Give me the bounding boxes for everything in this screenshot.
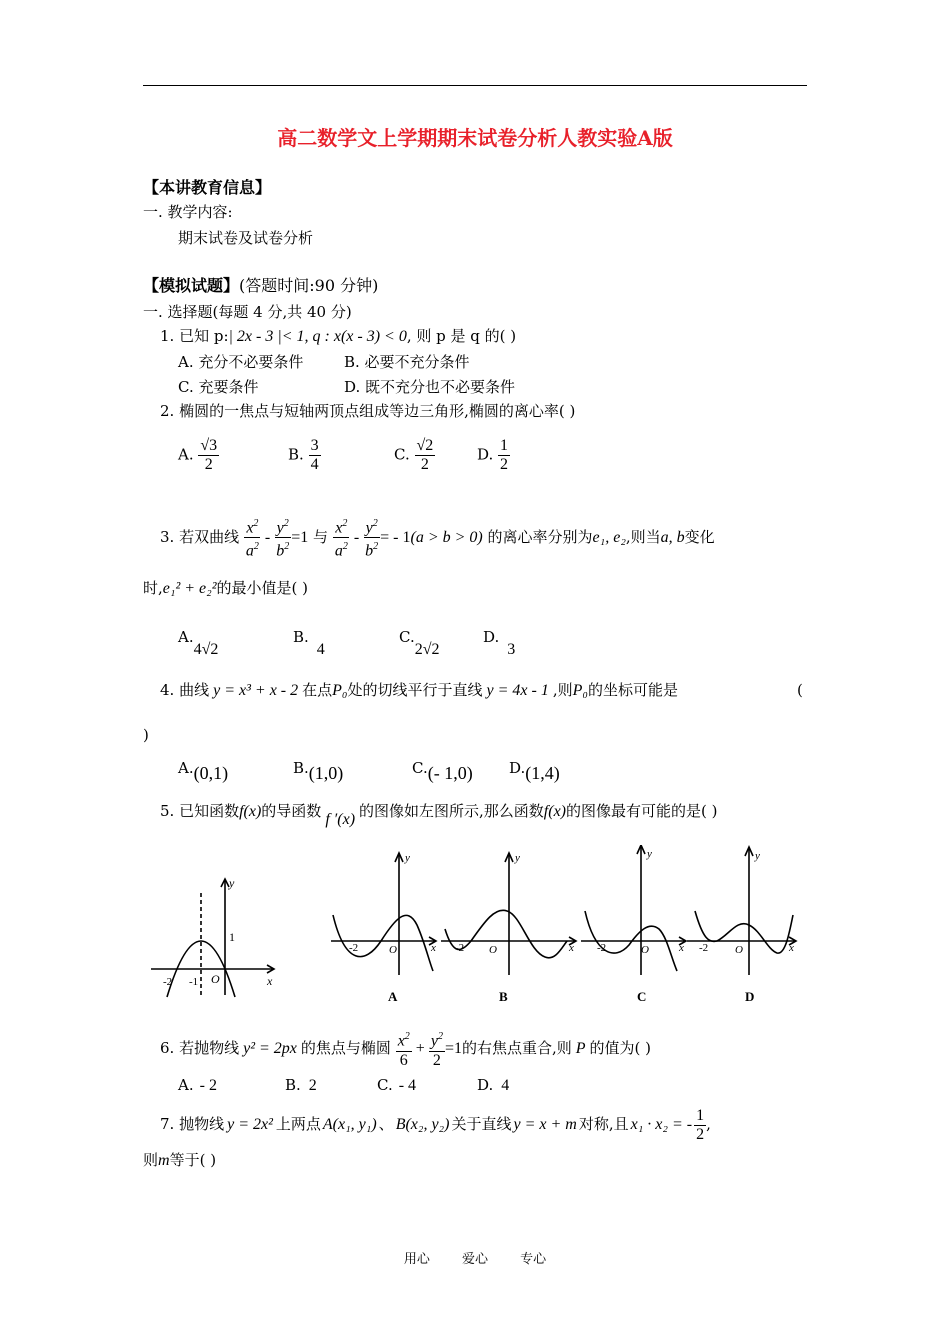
graph-a bbox=[331, 853, 436, 975]
q2-c-label: C. bbox=[394, 445, 410, 464]
q2-b-den: 4 bbox=[310, 456, 319, 473]
q6-ellipse-rhs: =1 bbox=[444, 1040, 462, 1057]
q5-text-c: 的图像如左图所示,那么函数 bbox=[359, 802, 544, 820]
q4-option-c bbox=[412, 757, 473, 783]
graph-d-tick: -2 bbox=[699, 942, 709, 954]
q3-e12: e₁, e₂ bbox=[592, 528, 626, 546]
q4-text-coord: 的坐标可能是 bbox=[587, 681, 678, 699]
q7-sep: 、 bbox=[378, 1115, 394, 1133]
q3-frac2-x2a2: $\frac{x^2}{a^2}$ bbox=[333, 515, 350, 561]
q4-option-d bbox=[509, 757, 560, 783]
q6-option-c bbox=[377, 1076, 416, 1095]
q6-option-a bbox=[178, 1076, 217, 1095]
graph-b-origin: O bbox=[489, 944, 497, 956]
q7-frac-den: 2 bbox=[696, 1125, 705, 1143]
q3-text-min: 的最小值是( ) bbox=[216, 579, 308, 597]
q6-d-label: D. bbox=[477, 1076, 494, 1094]
q3-frac-x2a2: $\frac{x^2}{a^2}$ bbox=[244, 515, 261, 561]
q6-c-label: C. bbox=[377, 1076, 393, 1094]
mock-time: (答题时间:90 分钟) bbox=[239, 276, 379, 295]
graph-a-label: A bbox=[388, 989, 398, 1004]
q5-fx: f(x) bbox=[239, 803, 262, 820]
q6-d-value: 4 bbox=[501, 1077, 510, 1094]
q2-b-label: B. bbox=[288, 445, 304, 464]
deriv-origin: O bbox=[211, 972, 220, 986]
q3-b-value: 4 bbox=[316, 641, 325, 658]
q7-frac-num: 1 bbox=[696, 1106, 705, 1124]
q4-b-label: B. bbox=[293, 759, 309, 777]
question-3-cont bbox=[143, 578, 308, 599]
q3-ab: a, b bbox=[660, 528, 685, 546]
q4-curve: y = x³ + x - 2 bbox=[213, 682, 299, 699]
question-6: 6. 若抛物线 y² = 2px 的焦点与椭圆 $\frac{x^2}{6}$ + $\frac{y^2}{2}$ =1的右焦点重合,则 P 的值为( ) bbox=[160, 1028, 651, 1070]
q2-c-den: 2 bbox=[420, 456, 429, 473]
q2-d-frac bbox=[498, 437, 510, 474]
graph-c-origin: O bbox=[641, 944, 649, 956]
q4-d-value: (1,4) bbox=[525, 763, 560, 783]
graph-b bbox=[441, 853, 576, 975]
document-title: 高二数学文上学期期末试卷分析人教实验A版 bbox=[277, 126, 673, 150]
q3-text-when: ,则当 bbox=[625, 527, 661, 546]
q3-option-d bbox=[483, 628, 516, 658]
q7-eq: 等于( ) bbox=[169, 1151, 217, 1169]
graph-b-y: y bbox=[515, 852, 520, 864]
deriv-y-label: y bbox=[229, 876, 235, 890]
graph-c-tick: -2 bbox=[597, 942, 607, 954]
question-7-cont bbox=[143, 1150, 216, 1171]
page-footer bbox=[0, 1248, 950, 1267]
footer-text-1: 用心 bbox=[403, 1252, 430, 1267]
q3-eq1-rhs: =1 bbox=[291, 528, 309, 546]
q3-condition: (a > b > 0) bbox=[410, 528, 483, 546]
q2-option-b bbox=[288, 437, 321, 474]
q1-text-b: , 则 p 是 q 的( ) bbox=[406, 327, 517, 345]
q4-p0-2: P₀ bbox=[572, 682, 588, 699]
graph-a-tick: -2 bbox=[349, 942, 359, 954]
q5-fpx: f ′(x) bbox=[325, 811, 356, 828]
q3-frac2-y2b2: $\frac{y^2}{b^2}$ bbox=[363, 515, 380, 561]
graph-d-x: x bbox=[789, 942, 794, 954]
q3-option-a bbox=[178, 628, 219, 658]
q4-a-value: (0,1) bbox=[193, 763, 229, 783]
q3-frac-y2b2: $\frac{y^2}{b^2}$ bbox=[274, 515, 291, 561]
q6-option-d bbox=[477, 1076, 509, 1095]
graph-c-label: C bbox=[637, 989, 647, 1004]
deriv-tick-neg1: -1 bbox=[189, 976, 199, 988]
graph-d-origin: O bbox=[735, 944, 743, 956]
q7-line: y = x + m bbox=[513, 1116, 577, 1133]
deriv-tick-neg2: -2 bbox=[163, 976, 173, 988]
graph-d-label: D bbox=[745, 989, 755, 1004]
q3-b-label: B. bbox=[293, 628, 309, 646]
q3-lead: 3. 若双曲线 bbox=[160, 527, 240, 546]
q3-c-label: C. bbox=[399, 628, 415, 646]
q7-point-b: B(x₂, y₂) bbox=[395, 1116, 450, 1133]
question-1 bbox=[160, 326, 516, 347]
q4-text-at: 在点 bbox=[302, 681, 333, 699]
q6-lead: 6. 若抛物线 bbox=[160, 1039, 240, 1057]
graph-a-y: y bbox=[405, 852, 410, 864]
q3-d-label: D. bbox=[483, 628, 500, 646]
q1-option-c: C. 充要条件 bbox=[178, 378, 259, 396]
graph-c-y: y bbox=[647, 848, 652, 860]
q4-a-label: A. bbox=[178, 759, 194, 777]
q2-a-den: 2 bbox=[204, 456, 213, 473]
q4-c-value: (- 1,0) bbox=[427, 763, 473, 783]
mock-heading-line bbox=[143, 276, 378, 296]
question-5 bbox=[160, 801, 718, 828]
deriv-x-label: x bbox=[267, 974, 273, 988]
graph-b-label: B bbox=[499, 989, 508, 1004]
q3-option-b bbox=[293, 628, 325, 658]
q3-text-ecc: 的离心率分别为 bbox=[487, 527, 593, 546]
q6-option-b bbox=[285, 1076, 317, 1095]
footer-text-2: 爱心 bbox=[461, 1252, 488, 1267]
q1-text-a: 1. 已知 p: bbox=[160, 327, 229, 345]
q1-option-a: A. 充分不必要条件 bbox=[178, 353, 304, 371]
q6-text-focus: 的焦点与椭圆 bbox=[300, 1039, 391, 1057]
graph-a-x: x bbox=[431, 942, 436, 954]
header-rule bbox=[143, 85, 807, 86]
q2-a-num: √3 bbox=[200, 437, 218, 454]
q5-text-b: 的导函数 bbox=[261, 802, 322, 820]
q6-a-value: - 2 bbox=[199, 1077, 217, 1094]
q6-parabola: y² = 2px bbox=[243, 1040, 297, 1057]
q3-text-shi: 时, bbox=[143, 579, 163, 597]
q5-text-a: 5. 已知函数 bbox=[160, 802, 240, 820]
info-heading: 【本讲教育信息】 bbox=[143, 178, 272, 197]
q7-frac bbox=[694, 1107, 706, 1144]
q3-text-yu: 与 bbox=[313, 527, 329, 546]
graph-d-y: y bbox=[755, 850, 760, 862]
q4-b-value: (1,0) bbox=[308, 763, 344, 783]
question-7 bbox=[160, 1104, 711, 1145]
q7-comma: , bbox=[706, 1115, 711, 1133]
q7-text-on: 上两点 bbox=[275, 1115, 321, 1133]
q7-text-sym: 关于直线 bbox=[451, 1115, 512, 1133]
q4-p0: P₀ bbox=[332, 682, 348, 699]
footer-text-3: 专心 bbox=[520, 1252, 547, 1267]
q2-d-den: 2 bbox=[500, 456, 509, 473]
q5-graphs bbox=[145, 845, 805, 1015]
q6-frac-x2-6: $\frac{x^2}{6}$ bbox=[396, 1028, 412, 1069]
question-2: 2. 椭圆的一焦点与短轴两顶点组成等边三角形,椭圆的离心率( ) bbox=[160, 402, 576, 420]
q4-d-label: D. bbox=[509, 759, 526, 777]
q2-option-d bbox=[477, 437, 510, 474]
graph-b-tick: -2 bbox=[455, 942, 465, 954]
q3-text-change: 变化 bbox=[684, 527, 715, 546]
mock-heading: 【模拟试题】 bbox=[143, 276, 240, 295]
q7-text-and: 对称,且 bbox=[578, 1115, 629, 1133]
q4-paren-left: ( bbox=[797, 681, 803, 699]
q2-b-num: 3 bbox=[310, 437, 319, 454]
q3-a-value: 4√2 bbox=[193, 641, 219, 658]
q4-c-label: C. bbox=[412, 759, 428, 777]
deriv-tick-1: 1 bbox=[229, 930, 235, 944]
q7-product: x₁ · x₂ = - bbox=[630, 1116, 693, 1133]
graph-a-origin: O bbox=[389, 944, 397, 956]
q6-c-value: - 4 bbox=[398, 1077, 417, 1094]
q2-option-c bbox=[394, 437, 435, 474]
q4-text-then: ,则 bbox=[552, 681, 573, 699]
q4-lead: 4. 曲线 bbox=[160, 681, 210, 699]
q1-expr: | 2x - 3 |< 1, q : x(x - 3) < 0 bbox=[228, 328, 407, 345]
q4-paren-right: ) bbox=[143, 726, 149, 744]
q6-p: P bbox=[575, 1040, 586, 1057]
graph-b-x: x bbox=[569, 942, 574, 954]
q6-a-label: A. bbox=[178, 1076, 194, 1094]
q7-parabola: y = 2x² bbox=[227, 1116, 273, 1133]
q2-b-frac bbox=[309, 437, 321, 474]
section-1-heading: 一. 选择题(每题 4 分,共 40 分) bbox=[143, 303, 352, 321]
q2-option-a bbox=[178, 437, 219, 474]
q7-lead: 7. 抛物线 bbox=[160, 1115, 225, 1133]
q2-c-frac bbox=[415, 437, 436, 474]
graph-c-x: x bbox=[679, 942, 684, 954]
q4-option-b bbox=[293, 757, 344, 783]
q2-a-label: A. bbox=[178, 445, 194, 464]
q3-c-value: 2√2 bbox=[414, 641, 440, 658]
teach-content: 期末试卷及试卷分析 bbox=[178, 229, 314, 247]
q4-line: y = 4x - 1 bbox=[486, 682, 549, 699]
teach-label: 一. 教学内容: bbox=[143, 203, 233, 221]
q1-option-d: D. 既不充分也不必要条件 bbox=[344, 378, 516, 396]
q6-text-right: 的右焦点重合,则 bbox=[461, 1039, 572, 1057]
q5-text-d: 的图像最有可能的是( ) bbox=[566, 802, 718, 820]
q7-then: 则 bbox=[143, 1151, 159, 1169]
q5-fx-2: f(x) bbox=[543, 803, 566, 820]
question-3: 3. 若双曲线 $\frac{x^2}{a^2}$ - $\frac{y^2}{b^2}$ =1 与 $\frac{x^2}{a^2}$ - $\frac{y^2}{b^2}$ = - 1(a > b > 0) 的离心率分别为e₁, e₂,则当a, b变化 bbox=[160, 515, 715, 561]
q1-option-b: B. 必要不充分条件 bbox=[344, 353, 470, 371]
q6-text-val: 的值为( ) bbox=[589, 1039, 652, 1057]
q2-d-num: 1 bbox=[500, 437, 509, 454]
q2-d-label: D. bbox=[477, 445, 494, 464]
q7-point-a: A(x₁, y₁) bbox=[322, 1116, 377, 1133]
q4-option-a bbox=[178, 757, 229, 783]
q6-b-label: B. bbox=[285, 1076, 301, 1094]
q6-frac-y2-2: $\frac{y^2}{2}$ bbox=[429, 1028, 445, 1069]
q6-b-value: 2 bbox=[308, 1077, 317, 1094]
q4-text-tangent: 处的切线平行于直线 bbox=[347, 681, 483, 699]
q3-option-c bbox=[399, 628, 440, 658]
q3-eq2-rhs: = - 1 bbox=[380, 528, 411, 546]
q3-sum: e₁² + e₂² bbox=[162, 580, 217, 597]
question-4 bbox=[160, 680, 678, 701]
q2-c-num: √2 bbox=[416, 437, 434, 454]
graph-c bbox=[581, 845, 686, 975]
q7-m: m bbox=[158, 1152, 170, 1169]
q3-d-value: 3 bbox=[507, 641, 516, 658]
q2-a-frac bbox=[198, 437, 219, 474]
q3-a-label: A. bbox=[178, 628, 194, 646]
